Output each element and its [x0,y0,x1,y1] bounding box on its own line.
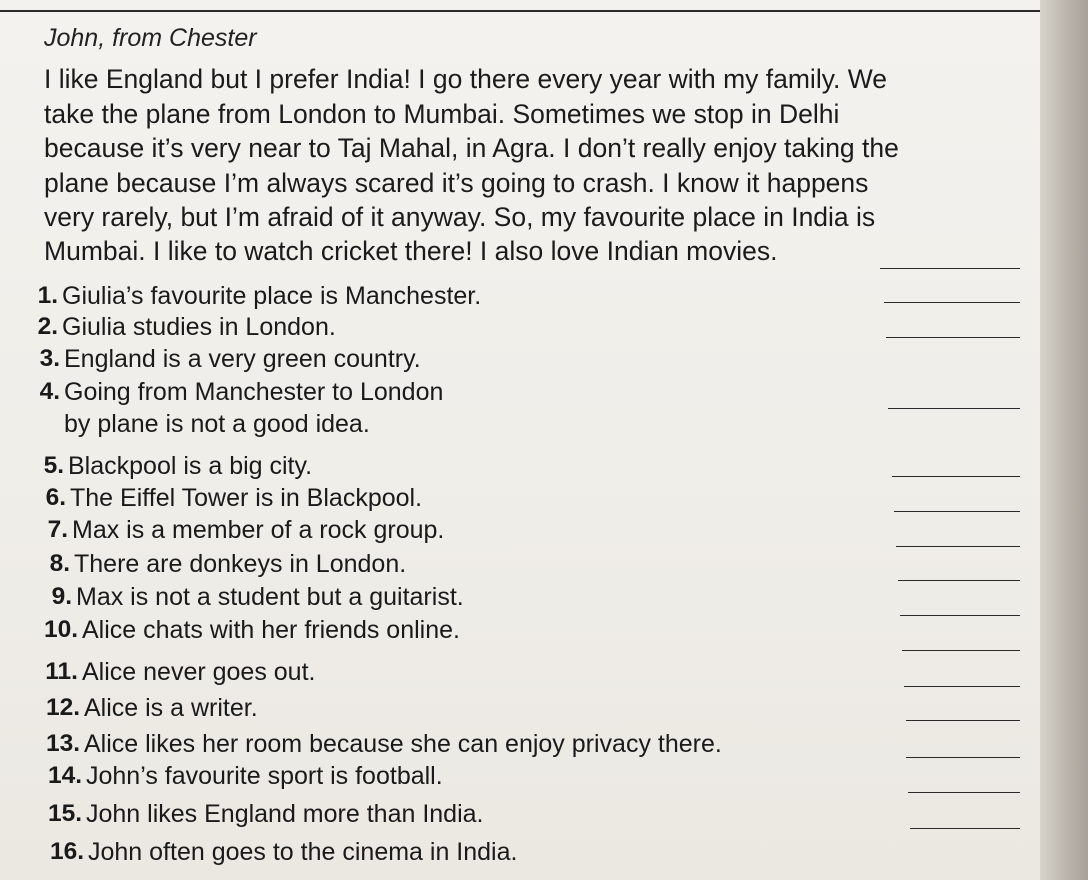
answer-line-13[interactable] [906,757,1020,758]
answer-line-12[interactable] [906,720,1020,721]
answer-line-8[interactable] [898,580,1020,581]
passage-line: I like England but I prefer India! I go there every year with my family. We [44,64,887,95]
statement-text: The Eiffel Tower is in Blackpool. [70,484,423,512]
statement-number: 13. [45,730,80,757]
statement-text: Alice never goes out. [82,658,316,686]
statement-text: Alice is a writer. [84,694,258,722]
statement-number: 1. [37,282,58,309]
answer-line-10[interactable] [902,650,1020,651]
statement-text: England is a very green country. [64,345,421,373]
statement-text: Blackpool is a big city. [68,452,313,480]
statement-number: 10. [43,616,78,643]
passage-line: very rarely, but I’m afraid of it anyway. So, my favourite place in India is [44,201,876,232]
answer-line-15[interactable] [910,828,1020,829]
statement-number: 5. [43,452,64,479]
answer-line-9[interactable] [900,615,1020,616]
statement-text: John’s favourite sport is football. [86,762,443,790]
statement-number: 2. [37,313,58,340]
statement-text: John often goes to the cinema in India. [88,838,518,866]
answer-line-6[interactable] [894,511,1020,512]
statement-text: John likes England more than India. [86,800,484,828]
answer-line-7[interactable] [896,546,1020,547]
statement-number: 15. [47,800,82,827]
passage-line: take the plane from London to Mumbai. Sometimes we stop in Delhi [44,98,840,129]
statement-text: Alice chats with her friends online. [82,616,460,644]
statement-text: Max is not a student but a guitarist. [76,583,464,611]
passage-line: plane because I’m always scared it’s going to crash. I know it happens [44,167,869,198]
answer-line-1[interactable] [880,268,1020,269]
statement-text: Giulia studies in London. [62,313,336,341]
answer-line-3[interactable] [886,337,1020,338]
statement-text: Max is a member of a rock group. [72,516,445,544]
statement-text-continued: by plane is not a good idea. [64,410,370,438]
answer-line-4[interactable] [888,408,1020,409]
passage-line: Mumbai. I like to watch cricket there! I also love Indian movies. [44,236,778,267]
statement-number: 8. [49,550,70,577]
statement-number: 16. [49,838,84,865]
statement-text: Going from Manchester to London [64,378,444,406]
statement-number: 3. [39,345,60,372]
statement-number: 6. [45,484,66,511]
passage-line: because it’s very near to Taj Mahal, in Agra. I don’t really enjoy taking the [44,133,899,164]
statement-number: 12. [45,694,80,721]
answer-line-14[interactable] [908,792,1020,793]
passage-author: John, from Chester [44,24,257,52]
statement-text: There are donkeys in London. [74,550,407,578]
statement-number: 7. [47,516,68,543]
statement-number: 4. [39,378,60,405]
statement-text: Alice likes her room because she can enjoy privacy there. [84,730,722,758]
book-spine-edge [1040,0,1088,880]
statement-text: Giulia’s favourite place is Manchester. [62,282,482,310]
statement-number: 11. [45,658,78,685]
answer-line-11[interactable] [904,686,1020,687]
answer-line-5[interactable] [892,476,1020,477]
answer-line-2[interactable] [884,302,1020,303]
statement-number: 14. [47,762,82,789]
statement-number: 9. [51,583,72,610]
